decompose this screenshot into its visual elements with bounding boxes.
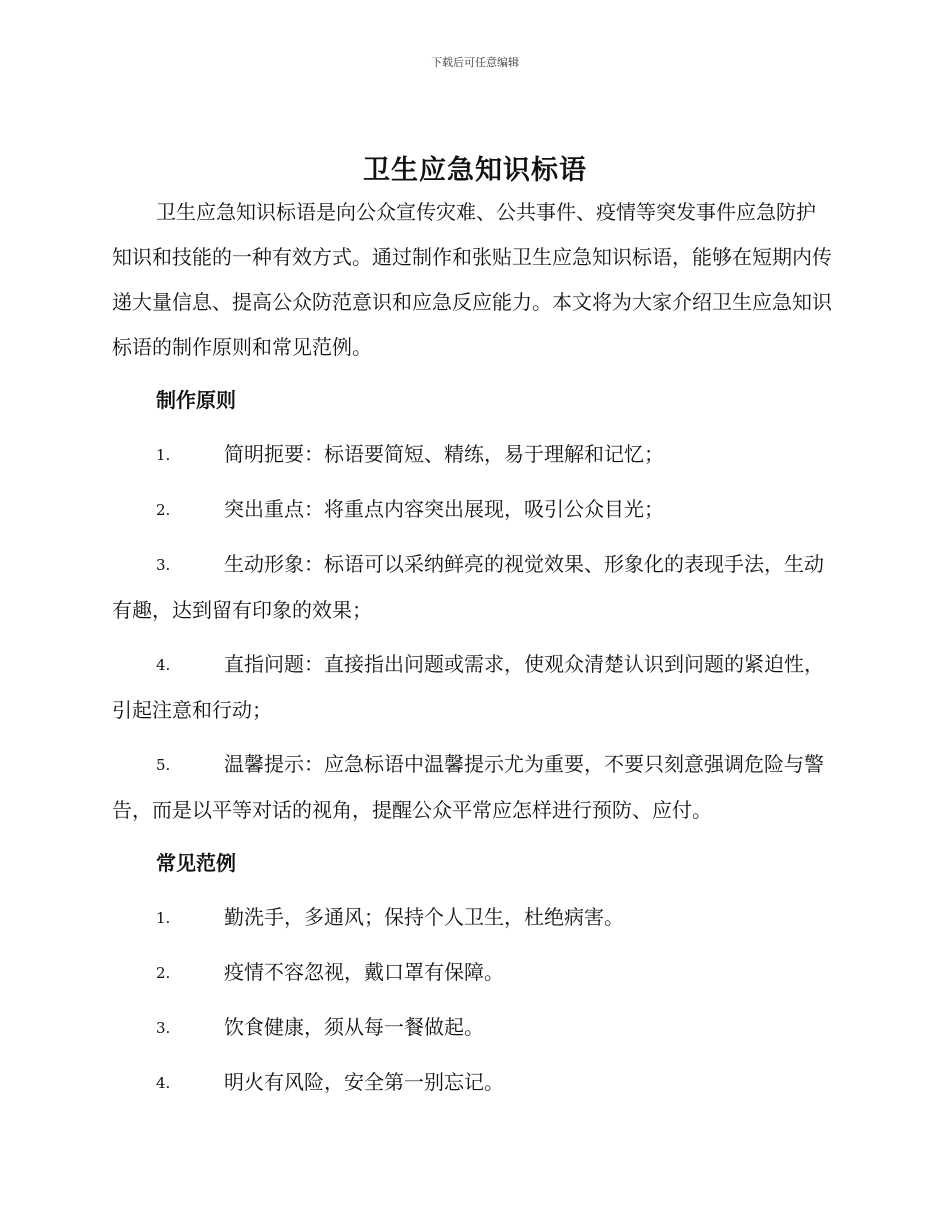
list-item bbox=[112, 642, 834, 733]
list-item bbox=[112, 542, 834, 633]
list-number: 3. bbox=[156, 1019, 171, 1037]
list-number: 4. bbox=[156, 656, 171, 674]
list-number: 1. bbox=[156, 446, 171, 464]
intro-paragraph: 卫生应急知识标语是向公众宣传灾难、公共事件、疫情等突发事件应急防护知识和技能的一种有效方式。通过制作和张贴卫生应急知识标语，能够在短期内传递大量信息、提高公众防范意识和应急反应能力。本文将为大家介绍卫生应急知识标语的制作原则和常见范例。 bbox=[112, 200, 832, 359]
list-item bbox=[112, 742, 834, 833]
list-item-text: 疫情不容忽视，戴口罩有保障。 bbox=[224, 960, 504, 984]
principles-heading: 制作原则 bbox=[156, 388, 236, 412]
list-item-text: 勤洗手，多通风；保持个人卫生，杜绝病害。 bbox=[224, 905, 624, 929]
document-title: 卫生应急知识标语 bbox=[363, 155, 587, 186]
list-number: 4. bbox=[156, 1074, 171, 1092]
list-number: 3. bbox=[156, 556, 171, 574]
principles-list bbox=[112, 432, 834, 833]
examples-list bbox=[112, 895, 834, 1106]
list-item-text: 简明扼要：标语要简短、精练，易于理解和记忆； bbox=[224, 442, 664, 466]
list-item bbox=[112, 487, 834, 533]
list-number: 1. bbox=[156, 909, 171, 927]
list-number: 5. bbox=[156, 756, 171, 774]
list-item-text: 明火有风险，安全第一别忘记。 bbox=[224, 1070, 504, 1094]
list-item-text: 直指问题：直接指出问题或需求，使观众清楚认识到问题的紧迫性，引起注意和行动； bbox=[112, 652, 824, 722]
list-number: 2. bbox=[156, 964, 171, 982]
list-item-text: 生动形象：标语可以采纳鲜亮的视觉效果、形象化的表现手法，生动有趣，达到留有印象的效果； bbox=[112, 552, 824, 622]
list-item-text: 突出重点：将重点内容突出展现，吸引公众目光； bbox=[224, 497, 664, 521]
page-header-note: 下载后可任意编辑 bbox=[431, 56, 519, 69]
document-body bbox=[112, 190, 834, 1106]
list-item-text: 温馨提示：应急标语中温馨提示尤为重要，不要只刻意强调危险与警告，而是以平等对话的视角，提醒公众平常应怎样进行预防、应付。 bbox=[112, 752, 824, 822]
list-item bbox=[112, 1005, 834, 1051]
list-item bbox=[112, 432, 834, 478]
list-number: 2. bbox=[156, 501, 171, 519]
examples-heading: 常见范例 bbox=[156, 851, 236, 875]
list-item bbox=[112, 950, 834, 996]
list-item-text: 饮食健康，须从每一餐做起。 bbox=[224, 1015, 484, 1039]
list-item bbox=[112, 1060, 834, 1106]
list-item bbox=[112, 895, 834, 941]
